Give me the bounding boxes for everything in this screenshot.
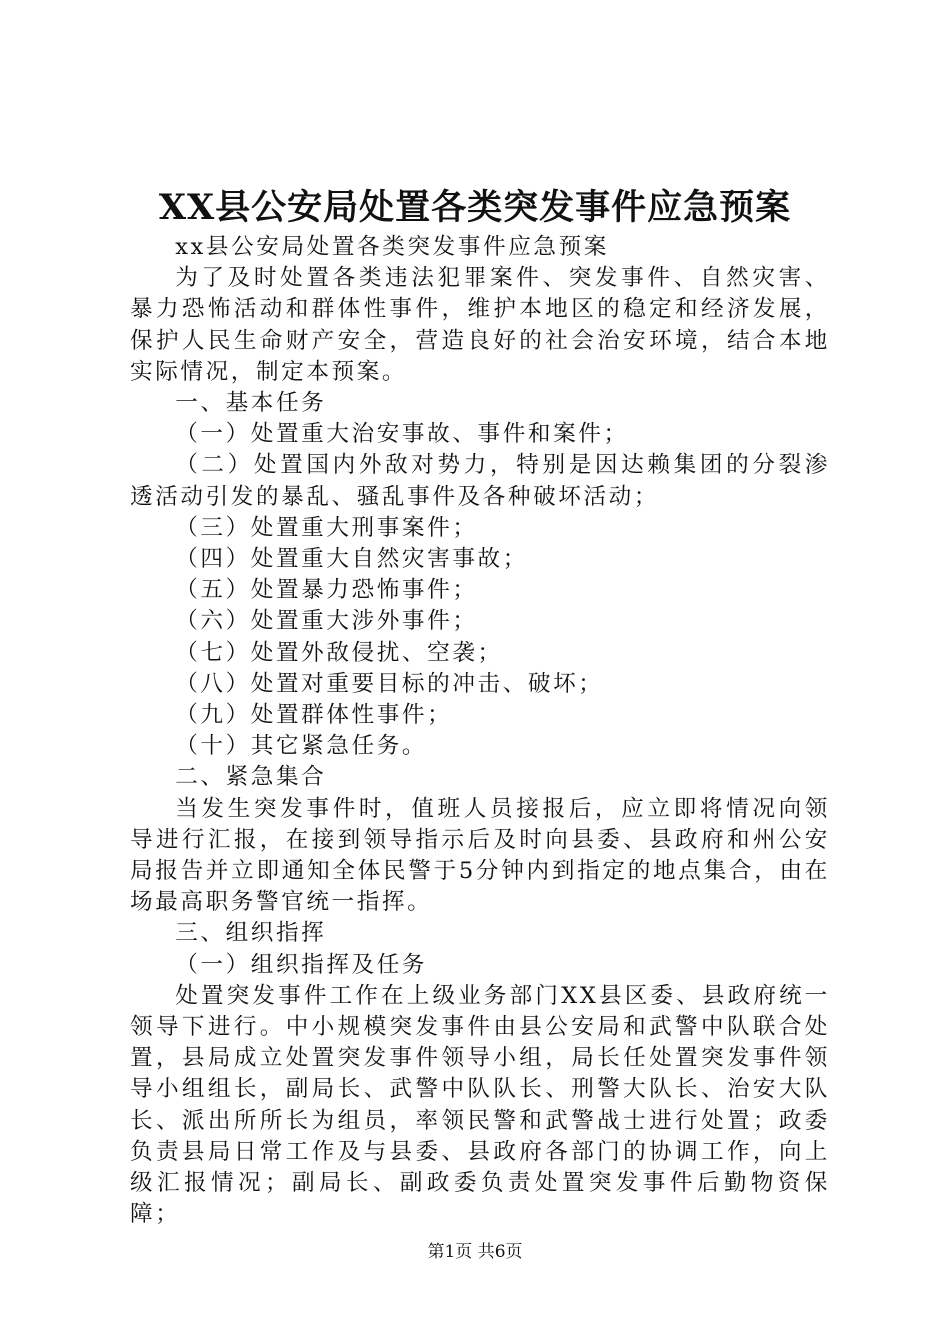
- list-item: （一）处置重大治安事故、事件和案件；: [175, 421, 629, 448]
- paragraph-subtitle: xx县公安局处置各类突发事件应急预案: [175, 234, 609, 260]
- list-item: （四）处置重大自然灾害事故；: [175, 546, 528, 573]
- list-item: （八）处置对重要目标的冲击、破坏；: [175, 670, 604, 697]
- section-heading-emergency-assembly: 二、紧急集合: [175, 764, 327, 791]
- document-body: [130, 232, 830, 1231]
- list-item: （七）处置外敌侵扰、空袭；: [175, 639, 503, 666]
- list-item: （二）处置国内外敌对势力，特别是因达赖集团的分裂渗透活动引发的暴乱、骚乱事件及各种破坏活动；: [130, 452, 830, 510]
- paragraph-command: 处置突发事件工作在上级业务部门XX县区委、县政府统一领导下进行。中小规模突发事件由县公安局和武警中队联合处置，县局成立处置突发事件领导小组，局长任处置突发事件领导小组组长，副局长、武警中队队长、刑警大队长、治安大队长、派出所所长为组员，率领民警和武警战士进行处置；政委负责县局日常工作及与县委、县政府各部门的协调工作，向上级汇报情况；副局长、副政委负责处置突发事件后勤物资保障；: [130, 982, 830, 1228]
- paragraph-assembly: 当发生突发事件时，值班人员接报后，应立即将情况向领导进行汇报，在接到领导指示后及时向县委、县政府和州公安局报告并立即通知全体民警于5分钟内到指定的地点集合，由在场最高职务警官统一指挥。: [130, 795, 830, 916]
- paragraph-intro: 为了及时处置各类违法犯罪案件、突发事件、自然灾害、暴力恐怖活动和群体性事件，维护本地区的稳定和经济发展，保护人民生命财产安全，营造良好的社会治安环境，结合本地实际情况，制定本预案。: [130, 265, 830, 385]
- list-item: （九）处置群体性事件；: [175, 702, 453, 729]
- section-heading-basic-tasks: 一、基本任务: [175, 390, 327, 417]
- list-item: （十）其它紧急任务。: [175, 733, 428, 760]
- list-item: （五）处置暴力恐怖事件；: [175, 577, 478, 604]
- subsection-heading-command-tasks: （一）组织指挥及任务: [175, 951, 428, 978]
- list-item: （三）处置重大刑事案件；: [175, 514, 478, 541]
- document-title: XX县公安局处置各类突发事件应急预案: [158, 187, 792, 228]
- page-number: 第1页 共6页: [427, 1242, 523, 1262]
- section-heading-command: 三、组织指挥: [175, 920, 327, 947]
- list-item: （六）处置重大涉外事件；: [175, 608, 478, 635]
